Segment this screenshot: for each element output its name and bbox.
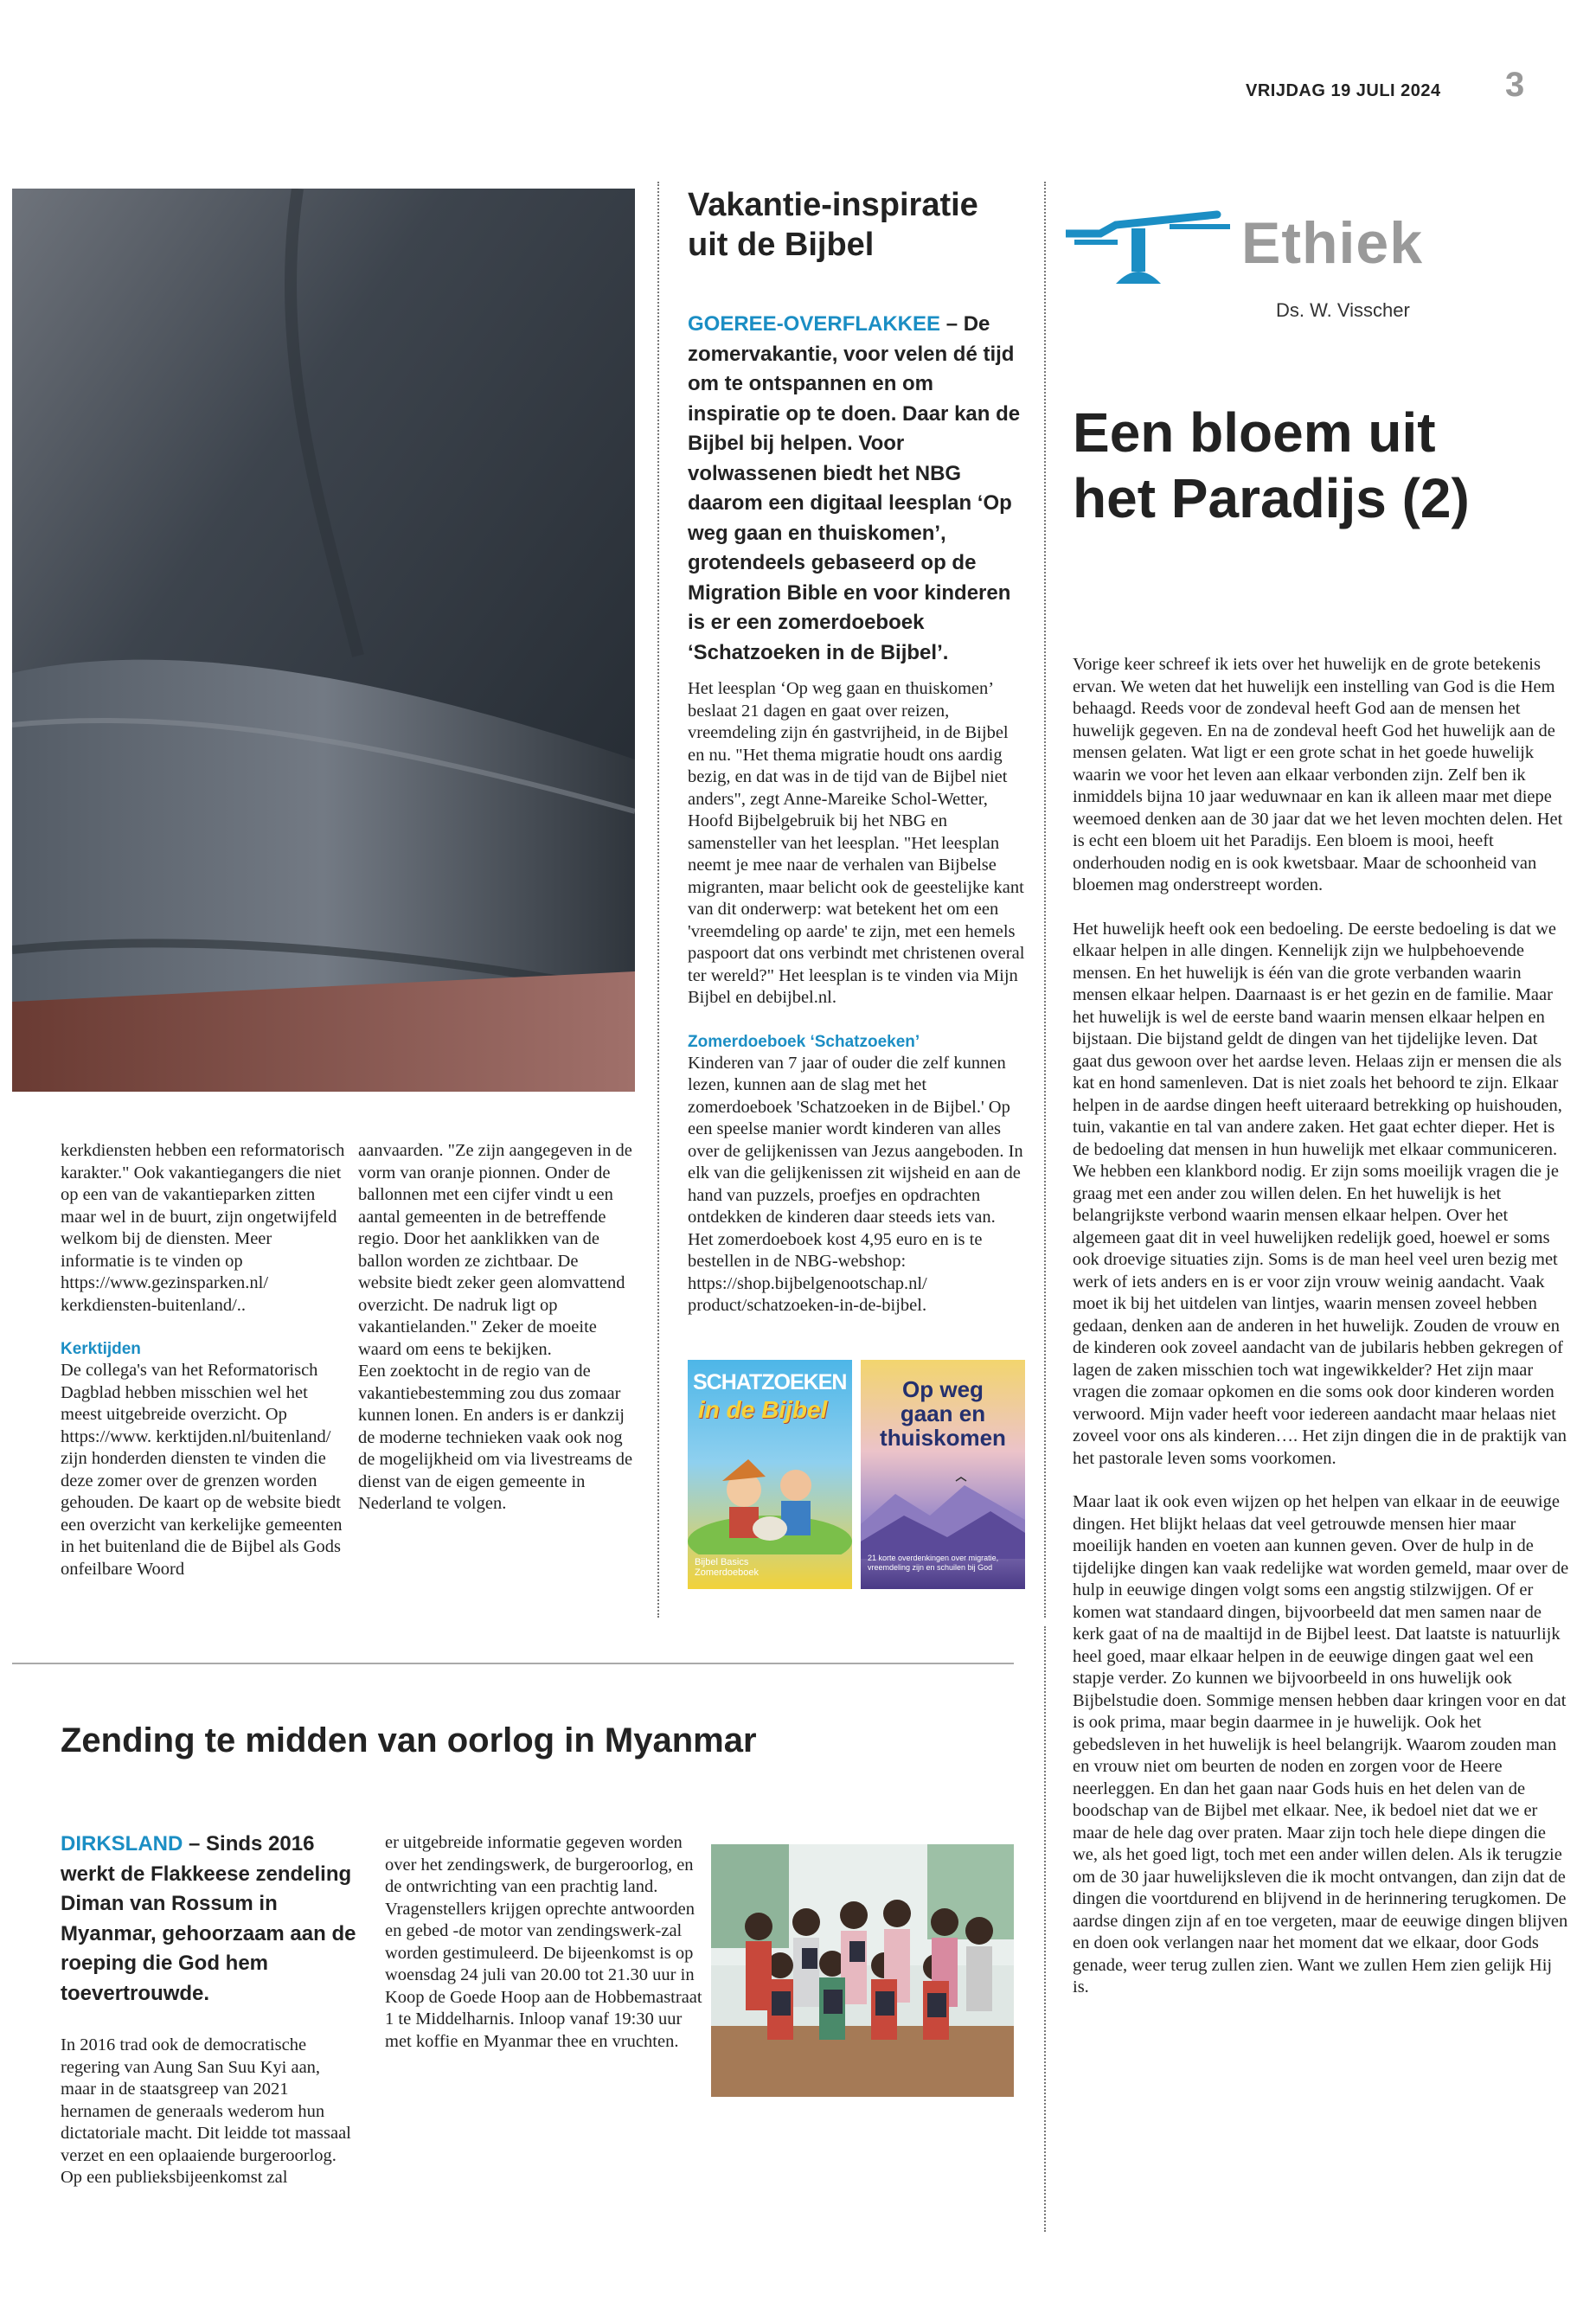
myanmar-title: Zending te midden van oorlog in Myanmar [61, 1721, 757, 1759]
balance-scale-icon [1066, 208, 1230, 287]
ethiek-label: Ethiek [1241, 210, 1424, 276]
book1-title-1: SCHATZOEKEN [693, 1370, 847, 1394]
ethiek-paragraph-2: Het huwelijk heeft ook een bedoeling. De eerste bedoeling is dat we elkaar helpen in alle dingen. Kennelijk zijn we hulpbehoevende mensen. En het huwelijk is één van die grote verbanden waarin mensen elkaar helpen. Daarnaast is er het gezin en de familie. Maar het huwelijk is wel de eerste band waarin mensen elkaar helpen en bijstaan. Die bijstand geldt de dingen van het tijdelijke leven. Dat gaat dus gewoon over het aardse leven. Helaas zijn er mensen die als kat en hond samenleven. Dat is niet zoals het behoord te zijn. Elkaar helpen in de aardse dingen heeft uiteraard betrekking op huishouden, tuin, vakantie en tal van andere zaken. Het gaat echter dieper. Het is de bedoeling dat mensen in hun huwelijk met elkaar communiceren. We hebben een klankbord nodig. Er zijn soms moeilijk vragen die je graag met een ander zou willen delen. En het huwelijk is het belangrijkste verbond waarin mensen elkaar helpen. Over het algemeen gaat dit in veel huwelijken redelijk goed, hoewel er soms ook droevige situaties zijn. Soms is de man heel veel uren bezig met werk of iets anders en is er voor zijn vrouw weinig aandacht. Vaak moet ik bij het uitdelen van lintjes, waarin mensen zoveel hebben gedaan, denken aan de anderen in het huwelijk. Zouden de vrouw en de kinderen ook zoveel aandacht van de jubilaris hebben gekregen of lagen de zaken misschien toch wat ingewikkelder? Het zijn maar vragen die zomaar opkomen en die soms ook door kinderen worden verwoord. Mijn vader heeft voor iedereen aandacht maar helaas niet zoveel voor ons als kinderen…. Het zijn dingen die in de praktijk van het pastorale leven soms voorkomen. [1073, 919, 1567, 1468]
myanmar-body-1: In 2016 trad ook de democratische regering van Aung San Suu Kyi aan, maar in de staatsgreep van 2021 hernamen de generaals wederom hun dictatoriale macht. Dit leidde tot massaal verzet en een oplaaiende burgeroorlog. Op een publieksbijeenkomst zal [61, 2035, 351, 2187]
kerkdiensten-text-3: aanvaarden. "Ze zijn aangegeven in de vorm van oranje pionnen. Onder de ballonnen met een cijfer vindt u een aantal gemeenten in de betreffende regio. Door het aanklikken van de ballon worden ze zichtbaar. De website biedt zeker geen alomvattend overzicht. De nadruk ligt op vakantielanden." Zeker de moeite waard om eens te bekijken. Een zoektocht in de regio van de vakantiebestemming zou dus zomaar kunnen lonen. En anders is er dankzij de moderne technieken vaak ook nog de mogelijkheid om via livestreams de dienst van de eigen gemeente in Nederland te volgen. [358, 1141, 633, 1513]
book2-footer: 21 korte overdenkingen over migratie, vreemdeling zijn en schuilen bij God [868, 1554, 999, 1572]
ethiek-title [1073, 400, 1583, 531]
vakantie-body-2: Kinderen van 7 jaar of ouder die zelf kunnen lezen, kunnen aan de slag met het zomerdoeboek 'Schatzoeken in de Bijbel.' Op een speelse manier wordt kinderen van alles over de gelijkenissen van Jezus aangeboden. In elk van die gelijkenissen zit wijsheid en aan de hand van puzzels, proefjes en opdrachten ontdekken de kinderen daar steeds iets van. Het zomerdoeboek kost 4,95 euro en is te bestellen in de NBG-webshop: https://shop.bijbelgenootschap.nl/ product/schatzoeken-in-de-bijbel. [688, 1053, 1023, 1315]
book2-title-1: Op weg [902, 1376, 984, 1402]
section-divider [12, 1663, 1014, 1664]
vakantie-title-line2: uit de Bijbel [688, 227, 875, 263]
myanmar-lead [61, 1830, 372, 2009]
myanmar-body-2: er uitgebreide informatie gegeven worden over het zendingswerk, de burgeroorlog, en de ontwrichting van een prachtig land. Vragenstellers krijgen oprechte antwoorden en gebed -de motor van zendingswerk-zal worden gestimuleerd. De bijeenkomst is op woensdag 24 juli van 20.00 tot 21.30 uur in Koop de Goede Hoop aan de Hobbemastraat 1 te Middelharnis. Inloop vanaf 19:30 uur met koffie en Myanmar thee en vruchten. [385, 1833, 702, 2051]
column-rule-3 [1044, 1626, 1046, 2232]
ethiek-paragraph-3: Maar laat ik ook even wijzen op het helpen van elkaar in de eeuwige dingen. Het blijkt helaas dat veel getrouwde mensen hier maar moeilijk handen en voeten aan kunnen geven. Over de hulp in de tijdelijke dingen kan vaak redelijke wat worden gemeld, maar over de hulp in eeuwige dingen volgt soms een angstig stilzwijgen. Of er komen wat standaard dingen, bijvoorbeeld dat men samen naar de kerk gaat of na de maaltijd in de Bijbel leest. Dat laatste is natuurlijk heel goed, maar elkaar helpen in de eeuwige dingen gaat wel een stapje verder. Zo kunnen we bijvoorbeeld in ons huwelijk ook Bijbelstudie doen. Sommige mensen hebben daar kringen voor en dat is ook prima, maar begin daarmee in je huwelijk. Ook het gebedsleven in het huwelijk is heel belangrijk. Waarom zouden man en vrouw niet om beurten de noden en zorgen voor de Heere neerleggen. En dan het gaan naar Gods huis en het delen van de boodschap van de Bijbel met elkaar. Nee, ik bedoel niet dat we er maar de hele dag over praten. Maar zijn toch hele diepe dingen die we, als het goed ligt, toch met een ander willen delen. Als ik terugzie om de 30 jaar huwelijksleven die ik mocht ontvangen, dan zijn dat de dingen die voortdurend en blijvend in de herinnering terugkomen. De aardse dingen zijn af en toe vergeten, maar de eeuwige dingen blijven en doen ook verlangen naar het moment dat we elkaar, door Gods genade, weer terug zullen zien. Want we zullen Hem zien gelijk Hij is. [1073, 1492, 1569, 1997]
page-date: VRIJDAG 19 JULI 2024 [1246, 81, 1441, 100]
myanmar-kicker: DIRKSLAND [61, 1832, 183, 1856]
vakantie-body-1: Het leesplan ‘Op weg gaan en thuiskomen’ beslaat 21 dagen en gaat over reizen, vreemdeling zijn én gastvrijheid, in de Bijbel en nu. "Het thema migratie houdt ons aardig bezig, en dat was in de tijd van de Bijbel niet anders", zegt Anne-Mareike Schol-Wetter, Hoofd Bijbelgebruik bij het NBG en samensteller van het leesplan. "Het leesplan neemt je mee naar de verhalen van Bijbelse migranten, maar belicht ook de geestelijke kant van dit onderwerp: wat betekent het om een 'vreemdeling op aarde' te zijn, met een hemels paspoort dat ons verbindt met christenen overal ter wereld?" Het leesplan is te vinden via Mijn Bijbel en debijbel.nl. [688, 679, 1025, 1007]
ethiek-title-line1: Een bloem uit [1073, 401, 1436, 464]
vakantie-lead [688, 310, 1025, 668]
children-group-icon [711, 1844, 1014, 2097]
ethiek-logo [1066, 208, 1230, 287]
vakantie-kicker: GOEREE-OVERFLAKKEE [688, 312, 941, 336]
ethiek-paragraph-1: Vorige keer schreef ik iets over het huwelijk en de grote betekenis ervan. We weten dat het huwelijk een instelling van God is die Hem behaagd. Reeds voor de zondeval heeft God aan de mensen het huwelijk gegeven. En na de zondeval heeft God het huwelijk aan de mensen gelaten. Wat ligt er een grote schat in het goede huwelijk waarin we voor het leven aan elkaar verbonden zijn. Zelf ben ik inmiddels bijna 10 jaar weduwnaar en kan ik alleen maar met diepe weemoed denken aan de 30 jaar dat we het leven mochten delen. Het is echt een bloem uit het Paradijs. Een bloem is mooi, heeft onderhouden nodig en is ook kwetsbaar. Maar de schoonheid van bloemen mag onderstreept worden. [1073, 655, 1563, 894]
column-rule-2 [1044, 182, 1046, 1618]
book1-footer-2: Zomerdoeboek [695, 1567, 759, 1578]
kerkdiensten-text-1: kerkdiensten hebben een reformatorisch karakter." Ook vakantiegangers die niet op een van de vakantieparken zitten maar wel in de buurt, zijn ongetwijfeld welkom bij de diensten. Meer informatie is te vinden op https://www.gezinsparken.nl/ kerkdiensten-buitenland/.. [61, 1141, 345, 1315]
kerkdiensten-text-2: De collega's van het Reformatorisch Dagblad hebben misschien wel het meest uitgebreide overzicht. Op https://www. kerktijden.nl/buitenland/ zijn honderden diensten te vinden die deze zomer over de grenzen worden gehouden. De kaart op de website biedt een overzicht van kerkelijke gemeenten in het buitenland die de Bijbel als Gods onfeilbare Woord [61, 1361, 343, 1579]
book-cover-op-weg [861, 1360, 1025, 1589]
ethiek-title-line2: het Paradijs (2) [1073, 467, 1470, 529]
book2-title-3: thuiskomen [880, 1425, 1006, 1451]
ethiek-author: Ds. W. Visscher [1276, 299, 1410, 321]
book-cover-schatzoeken [688, 1360, 852, 1589]
zomerdoeboek-subhead: Zomerdoeboek ‘Schatzoeken’ [688, 1032, 920, 1051]
book2-title-2: gaan en [900, 1400, 986, 1426]
book2-mountains-icon [861, 1464, 1025, 1559]
page-number: 3 [1505, 66, 1525, 104]
book1-footer-1: Bijbel Basics [695, 1557, 749, 1567]
myanmar-lead-text: – Sinds 2016 werkt de Flakkeese zendeling Diman van Rossum in Myanmar, gehoorzaam aan de roeping die God hem toevertrouwde. [61, 1832, 356, 2005]
book1-illustration-icon [688, 1433, 852, 1554]
book1-title-2: in de Bijbel [698, 1396, 828, 1423]
photo-children [711, 1844, 1014, 2097]
photo-sleeve [12, 189, 635, 1092]
column-rule-1 [657, 182, 659, 1618]
kerktijden-subhead: Kerktijden [61, 1340, 141, 1358]
photo-sleeve-icon [12, 189, 635, 1092]
vakantie-title-line1: Vakantie-inspiratie [688, 187, 978, 223]
vakantie-title [688, 185, 1034, 265]
vakantie-lead-text: – De zomervakantie, voor velen dé tijd om te ontspannen en om inspiratie op te doen. Daar kan de Bijbel bij helpen. Voor volwassenen biedt het NBG daarom een digitaal leesplan ‘Op weg gaan en thuiskomen’, grotendeels gebaseerd op de Migration Bible en voor kinderen is er een zomerdoeboek ‘Schatzoeken in de Bijbel’. [688, 312, 1021, 664]
